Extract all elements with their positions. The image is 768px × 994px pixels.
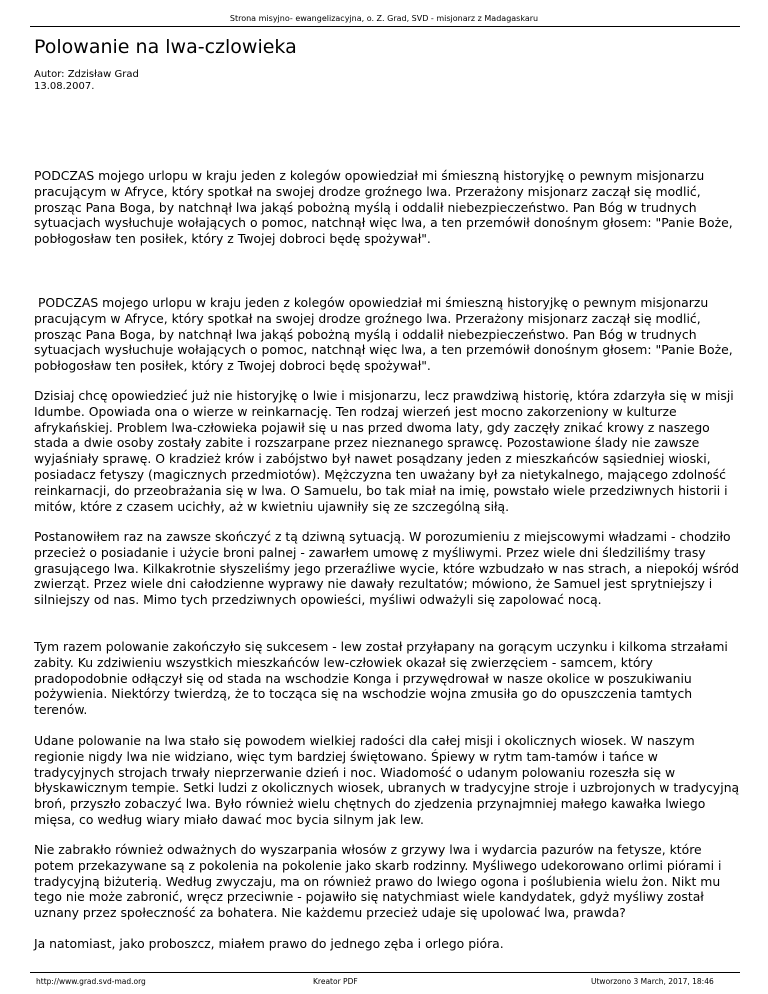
paragraph-3: Dzisiaj chcę opowiedzieć już nie historyjkę o lwie i misjonarzu, lecz prawdziwą historię, która zdarzyła się w misji Idumbe. Opowiada ona o wierze w reinkarnację. Ten rodzaj wierzeń jest mocno zakorzeniony w kulturze afrykańskiej. Problem lwa-człowieka pojawił się u nas przed dwoma laty, gdy zaczęły znikać krowy z naszego stada a dwie osoby zostały zabite i rozszarpane przez nieznanego sprawcę. Pozostawione ślady nie zawsze wyjaśniały sprawę. O kradzież krów i zabójstwo był nawet posądzany jeden z mieszkańców sąsiedniej wioski, posiadacz fetyszy (magicznych przedmiotów). Mężczyzna ten uważany był za nietykalnego, mającego zdolność reinkarnacji, do przeobrażania się w lwa. O Samuelu, bo tak miał na imię, powstało wiele przedziwnych historii i mitów, które z czasem ucichły, aż w kwietniu ujawniły się ze szczególną siłą. — [34, 388, 734, 514]
footer-divider — [30, 972, 740, 973]
page-header: Strona misyjno- ewangelizacyjna, o. Z. Grad, SVD - misjonarz z Madagaskaru — [229, 14, 539, 23]
header-divider — [30, 26, 740, 27]
paragraph-6: Udane polowanie na lwa stało się powodem wielkiej radości dla całej misji i okolicznych wiosek. W naszym regionie nigdy lwa nie widziano, więc tym bardziej świętowano. Śpiewy w rytm tam-tamów i tańce w tradycyjnych strojach trwały nieprzerwanie dzień i noc. Wiadomość o udanym polowaniu rozeszła się w błyskawicznym tempie. Setki ludzi z okolicznych wiosek, ubranych w tradycyjne stroje i uzbrojonych w tradycyjną broń, przyszło zobaczyć lwa. Było również wielu chętnych do zjedzenia przynajmniej małego kawałka lwiego mięsa, co według wiary miało dawać moc bycia silnym jak lew. — [34, 733, 740, 827]
paragraph-2: PODCZAS mojego urlopu w kraju jeden z kolegów opowiedział mi śmieszną historyjkę o pewnym misjonarzu pracującym w Afryce, który spotkał na swojej drodze groźnego lwa. Przerażony misjonarz zaczął się modlić, prosząc Pana Boga, by natchnął lwa jakąś pobożną myślą i oddalił niebezpieczeństwo. Pan Bóg w trudnych sytuacjach wysłuchuje wołających o pomoc, natchnął więc lwa, a ten przemówił donośnym głosem: "Panie Boże, pobłogosław ten posiłek, który z Twojej dobroci będę spożywał". — [34, 295, 737, 374]
footer-url: http://www.grad.svd-mad.org — [36, 977, 146, 986]
footer-generator: Kreator PDF — [313, 977, 358, 986]
paragraph-1: PODCZAS mojego urlopu w kraju jeden z kolegów opowiedział mi śmieszną historyjkę o pewnym misjonarzu pracującym w Afryce, który spotkał na swojej drodze groźnego lwa. Przerażony misjonarz zaczął się modlić, prosząc Pana Boga, by natchnął lwa jakąś pobożną myślą i oddalił niebezpieczeństwo. Pan Bóg w trudnych sytuacjach wysłuchuje wołających o pomoc, natchnął więc lwa, a ten przemówił donośnym głosem: "Panie Boże, pobłogosław ten posiłek, który z Twojej dobroci będę spożywał". — [34, 168, 733, 247]
paragraph-4: Postanowiłem raz na zawsze skończyć z tą dziwną sytuacją. W porozumieniu z miejscowymi władzami - chodziło przecież o posiadanie i użycie broni palnej - zawarłem umowę z myśliwymi. Przez wiele dni śledziliśmy trasy grasującego lwa. Kilkakrotnie słyszeliśmy jego przeraźliwe wycie, które wzbudzało w nas strach, a niepokój wśród zwierząt. Przez wiele dni całodzienne wyprawy nie dawały rezultatów; mówiono, że Samuel jest sprytniejszy i silniejszy od nas. Mimo tych przedziwnych opowieści, myśliwi odważyli się zapolować nocą. — [34, 529, 739, 608]
paragraph-8: Ja natomiast, jako proboszcz, miałem prawo do jednego zęba i orlego pióra. — [34, 936, 504, 951]
author-line: Autor: Zdzisław Grad — [34, 69, 139, 80]
article-title: Polowanie na lwa-czlowieka — [34, 36, 297, 58]
paragraph-5: Tym razem polowanie zakończyło się sukcesem - lew został przyłapany na gorącym uczynku i kilkoma strzałami zabity. Ku zdziwieniu wszystkich mieszkańców lew-człowiek okazał się zwierzęciem - samcem, który pradopodobnie odłączył się od stada na wschodzie Konga i przywędrował w nasze okolice w poszukiwaniu pożywienia. Niektórzy twierdzą, że to tocząca się na wschodzie wojna zmusiła go do opuszczenia tamtych terenów. — [34, 639, 728, 718]
paragraph-7: Nie zabrakło również odważnych do wyszarpania włosów z grzywy lwa i wydarcia pazurów na fetysze, które potem przekazywane są z pokolenia na pokolenie jako skarb rodzinny. Myśliwego udekorowano orlimi piórami i tradycyjną biżuterią. Według zwyczaju, ma on również prawo do lwiego ogona i poślubienia wielu żon. Nikt mu tego nie może zabronić, wręcz przeciwnie - pojawiło się natychmiast wiele kandydatek, gdyż myśliwy został uznany przez społeczność za bohatera. Nie każdemu przecież udaje się upolować lwa, prawda? — [34, 842, 722, 921]
article-date: 13.08.2007. — [34, 81, 95, 92]
footer-created-timestamp: Utworzono 3 March, 2017, 18:46 — [591, 977, 714, 986]
